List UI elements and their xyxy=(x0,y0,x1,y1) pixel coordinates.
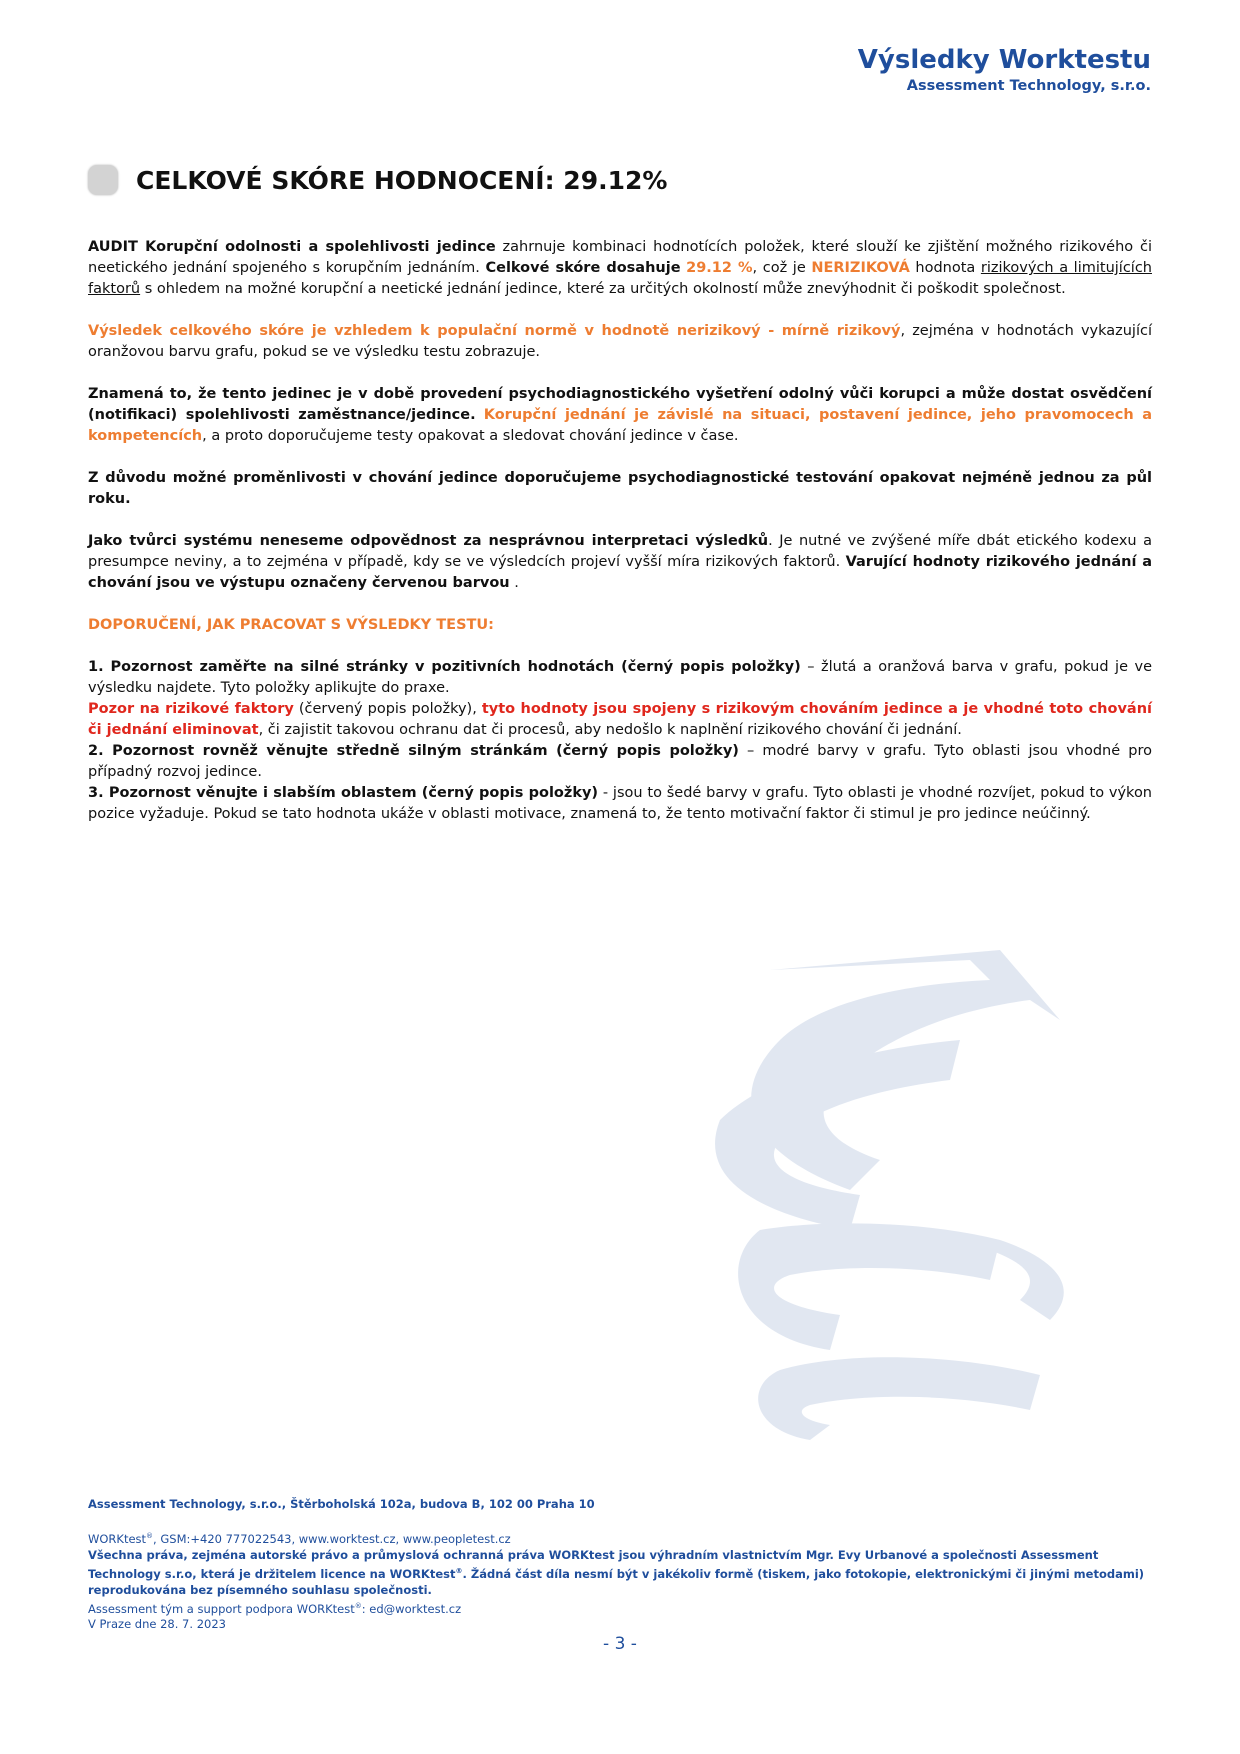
recommendation-2-title: 2. Pozornost rovněž věnujte středně silným stránkám (černý popis položky) xyxy=(88,743,739,759)
text-span: . Je nutné ve zvýšené míře dbát etického kodexu a presumpce neviny, a to zejména v případě, kdy se ve výsledcích projeví vyšší míra rizikových faktorů. xyxy=(88,533,1152,570)
risk-level: NERIZIKOVÁ xyxy=(811,260,910,276)
page-footer xyxy=(88,1496,1152,1632)
norm-result: Výsledek celkového skóre je vzhledem k populační normě v hodnotě nerizikový - mírně rizikový xyxy=(88,323,901,339)
worktest-watermark-icon xyxy=(700,930,1120,1450)
risk-factors-note xyxy=(88,699,1152,741)
audit-name: AUDIT Korupční odolnosti a spolehlivosti jedince xyxy=(88,239,496,255)
footer-contact xyxy=(88,1528,1152,1547)
text-span: , zejména v hodnotách vykazující oranžovou barvu grafu, pokud se ve výsledku testu zobrazuje. xyxy=(88,323,1152,360)
underlined-term: rizikových a limitujících faktorů xyxy=(88,260,1152,297)
recommendation-3 xyxy=(88,783,1152,825)
recommendation-1-title: 1. Pozornost zaměřte na silné stránky v pozitivních hodnotách (černý popis položky) xyxy=(88,659,801,675)
score-heading: CELKOVÉ SKÓRE HODNOCENÍ: 29.12% xyxy=(136,165,668,195)
page-header xyxy=(858,44,1151,96)
score-badge-icon xyxy=(88,165,118,195)
text-span: : ed@worktest.cz xyxy=(361,1601,462,1616)
text-span: – modré barvy v grafu. Tyto oblasti jsou vhodné pro případný rozvoj jedince. xyxy=(88,743,1152,780)
text-span: – žlutá a oranžová barva v grafu, pokud je ve výsledku najdete. Tyto položky aplikujte do praxe. xyxy=(88,659,1152,696)
footer-support xyxy=(88,1598,1152,1617)
text-span: Assessment tým a support podpora WORKtest xyxy=(88,1601,355,1616)
meaning-statement: Znamená to, že tento jedinec je v době provedení psychodiagnostického vyšetření odolný vůči korupci a může dostat osvědčení (notifikaci) spolehlivosti zaměstnance/jedince. xyxy=(88,386,1152,423)
total-score-label: Celkové skóre dosahuje xyxy=(485,260,681,276)
corruption-note: Korupční jednání je závislé na situaci, postavení jedince, jeho pravomocech a kompetencích xyxy=(88,407,1152,444)
company-name: Assessment Technology, s.r.o. xyxy=(906,78,1151,94)
text-span: s ohledem na možné korupční a neetické jednání jedince, které za určitých okolností může znevýhodnit či poškodit společnost. xyxy=(140,281,1066,297)
text-span: - jsou to šedé barvy v grafu. Tyto oblasti je vhodné rozvíjet, pokud to výkon pozice vyžaduje. Pokud se tato hodnota ukáže v oblasti motivace, znamená to, že tento motivační faktor či stimul je pro jedince neúčinný. xyxy=(88,785,1152,822)
text-span: zahrnuje kombinaci hodnotících položek, které slouží ke zjištění možného rizikového či neetického jednání spojeného s korupčním jednáním. xyxy=(88,239,1153,276)
intro-paragraph xyxy=(88,237,1152,300)
score-section xyxy=(88,165,667,195)
risk-factors-bold: tyto hodnoty jsou spojeny s rizikovým chováním jedince a je vhodné toto chování či jednání eliminovat xyxy=(88,701,1152,738)
footer-address: Assessment Technology, s.r.o., Štěrboholská 102a, budova B, 102 00 Praha 10 xyxy=(88,1497,595,1511)
text-span: WORKtest xyxy=(88,1531,147,1546)
text-span: , či zajistit takovou ochranu dat či procesů, aby nedošlo k naplnění rizikového chování či jednání. xyxy=(258,722,962,738)
footer-date: V Praze dne 28. 7. 2023 xyxy=(88,1617,226,1632)
recommendation-3-title: 3. Pozornost věnujte i slabším oblastem (černý popis položky) xyxy=(88,785,599,801)
total-score-value: 29.12 % xyxy=(686,260,753,276)
text-span: (červený popis položky), xyxy=(293,701,482,717)
registered-mark: ® xyxy=(354,1601,362,1610)
registered-mark: ® xyxy=(146,1532,154,1540)
disclaimer-paragraph xyxy=(88,531,1152,594)
risk-factors-title: Pozor na rizikové faktory xyxy=(88,701,294,717)
norm-paragraph xyxy=(88,321,1152,363)
text-span: hodnota xyxy=(909,260,981,276)
report-title: Výsledky Worktestu xyxy=(857,45,1151,75)
retest-paragraph: Z důvodu možné proměnlivosti v chování jedince doporučujeme psychodiagnostické testování opakovat nejméně jednou za půl roku. xyxy=(88,470,1152,507)
disclaimer-bold: Jako tvůrci systému neneseme odpovědnost za nesprávnou interpretaci výsledků xyxy=(88,533,769,549)
text-span: , a proto doporučujeme testy opakovat a sledovat chování jedince v čase. xyxy=(202,428,739,444)
text-span: . xyxy=(509,575,519,591)
warning-note: Varující hodnoty rizikového jednání a chování jsou ve výstupu označeny červenou barvou xyxy=(88,554,1153,591)
registered-mark: ® xyxy=(455,1566,463,1575)
text-span: , GSM:+420 777022543, www.worktest.cz, www.peopletest.cz xyxy=(153,1531,511,1546)
report-body xyxy=(88,237,1152,825)
text-span: . Žádná část díla nesmí být v jakékoliv formě (tiskem, jako fotokopie, elektronickými či jinými metodami) reprodukována bez písemného souhlasu společnosti. xyxy=(88,1566,1145,1597)
footer-rights xyxy=(88,1547,1152,1598)
page-number: - 3 - xyxy=(603,1634,637,1654)
text-span: Všechna práva, zejména autorské právo a průmyslová ochranná práva WORKtest jsou výhradním vlastnictvím Mgr. Evy Urbanové a společnosti Assessment Technology s.r.o, která je držitelem licence na WORKtest xyxy=(88,1547,1099,1581)
meaning-paragraph xyxy=(88,384,1152,447)
recommendation-2 xyxy=(88,741,1152,783)
text-span: , což je xyxy=(752,260,812,276)
recommendations-heading: DOPORUČENÍ, JAK PRACOVAT S VÝSLEDKY TESTU: xyxy=(88,617,494,633)
recommendation-1 xyxy=(88,657,1152,699)
